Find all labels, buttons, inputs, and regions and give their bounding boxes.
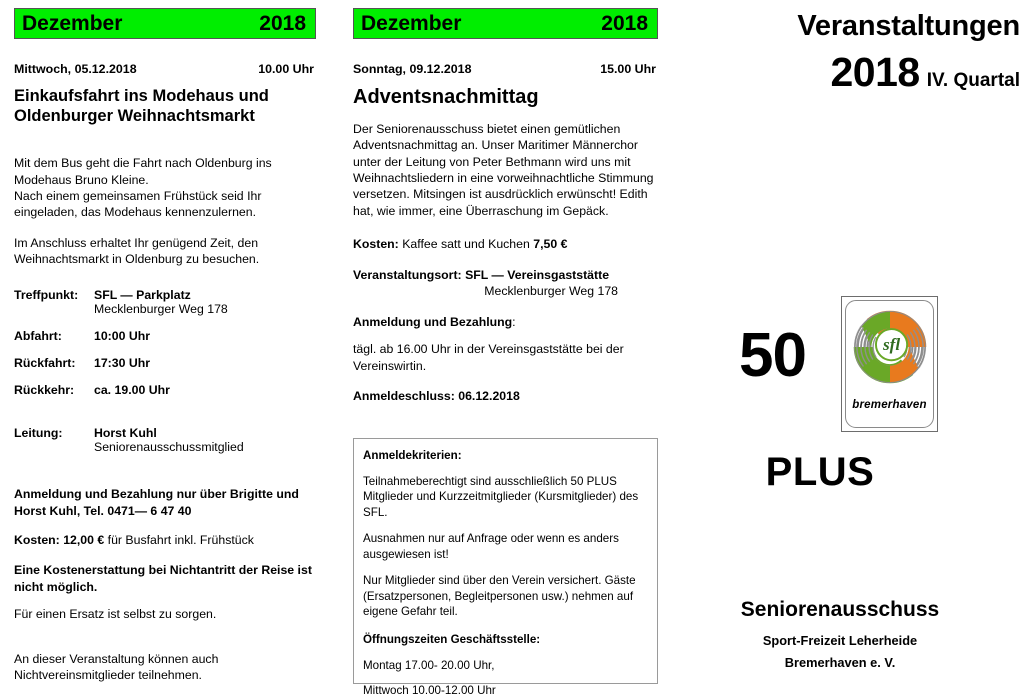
booking-notice: Anmeldung und Bezahlung nur über Brigitte und Horst Kuhl, Tel. 0471— 6 47 40 (14, 487, 299, 518)
event-time: 10.00 Uhr (258, 62, 314, 76)
criteria-heading: Anmeldekriterien: (363, 449, 462, 462)
venue-address: Mecklenburger Weg 178 (484, 284, 618, 298)
cost-line-1 (14, 532, 316, 548)
cost-amount: 12,00 € (63, 533, 105, 547)
office-hours-wednesday: Mittwoch 10.00-12.00 Uhr (363, 684, 496, 698)
fifty-label: 50 (739, 321, 806, 390)
criteria-paragraph-3: Nur Mitglieder sind über den Verein versichert. Gäste (Ersatzpersonen, Begleitpersonen usw.) nehmen auf eigene Gefahr teil. (363, 574, 636, 618)
event-paragraph-1: Mit dem Bus geht die Fahrt nach Oldenburg ins Modehaus Bruno Kleine. (14, 156, 272, 187)
booking-colon: : (512, 315, 516, 329)
booking-heading-2 (353, 314, 658, 330)
registration-criteria-box (353, 438, 658, 698)
month-label: Dezember (361, 12, 462, 35)
detail-value-main: 17:30 Uhr (94, 356, 151, 371)
cost-label: Kosten: (14, 533, 60, 547)
booking-text-2: tägl. ab 16.00 Uhr in der Vereinsgaststätte bei der Vereinswirtin. (353, 342, 624, 373)
cost-label: Kosten: (353, 237, 399, 252)
event-description-2: Der Seniorenausschuss bietet einen gemütlichen Adventsnachmittag an. Unser Maritimer Männerchor unter der Leitung von Peter Bethmann wird uns mit Weihnachtsliedern in eine vorweihnachtliche Stimmung versetzen. Mitsingen ist ausdrücklich erwünscht! Edith hat, wie immer, eine Überraschung im Gepäck. (353, 122, 654, 218)
footer-club-name: Sport-Freizeit Leherheide (762, 633, 918, 648)
branding-column (690, 0, 1020, 670)
event-time: 15.00 Uhr (600, 62, 656, 76)
venue-value: SFL — Vereinsgaststätte (465, 267, 610, 282)
detail-key: Rückfahrt: (14, 356, 76, 371)
event-meta-2 (353, 62, 658, 76)
deadline-line (353, 388, 658, 404)
leader-role: Seniorenausschussmitglied (94, 440, 244, 455)
plus-label: PLUS (765, 450, 875, 494)
detail-value-main: SFL — Parkplatz (94, 288, 191, 303)
criteria-paragraph-1: Teilnahmeberechtigt sind ausschließlich 50 PLUS Mitglieder und Kurzzeitmitglieder (Kursmitglieder) des SFL. (363, 475, 639, 519)
year-label: 2018 (259, 12, 306, 35)
office-hours-monday: Montag 17.00- 20.00 Uhr, (363, 658, 495, 672)
page-year: 2018 (830, 49, 920, 95)
page-subtitle (690, 49, 1020, 96)
cost-line-2 (353, 236, 658, 252)
office-hours-heading: Öffnungszeiten Geschäftsstelle: (363, 633, 541, 647)
detail-value-main: 10:00 Uhr (94, 329, 151, 344)
event-meta-1 (14, 62, 316, 76)
event-paragraph-2: Nach einem gemeinsamen Frühstück seid Ihr eingeladen, das Modehaus kennenzulernen. (14, 188, 262, 220)
deadline-label: Anmeldeschluss: (353, 389, 455, 404)
month-label: Dezember (22, 12, 123, 35)
year-label: 2018 (601, 12, 648, 35)
footer-city: Bremerhaven e. V. (784, 655, 896, 670)
detail-value (94, 288, 228, 316)
event-title-2: Adventsnachmittag (353, 86, 539, 108)
detail-key: Leitung: (14, 426, 63, 441)
detail-value-sub: Mecklenburger Weg 178 (94, 302, 228, 317)
detail-row-rueckkehr (14, 383, 316, 397)
detail-key: Abfahrt: (14, 329, 62, 344)
nonmember-notice: An dieser Veranstaltung können auch Nichtvereinsmitglieder teilnehmen. (14, 651, 219, 682)
sfl-logo-panel (845, 300, 934, 428)
criteria-paragraph-2: Ausnahmen nur auf Anfrage oder wenn es anders ausgewiesen ist! (363, 532, 619, 561)
detail-row-rueckfahrt (14, 356, 316, 370)
detail-row-abfahrt (14, 329, 316, 343)
event-date: Sonntag, 09.12.2018 (353, 62, 472, 76)
cost-description: für Busfahrt inkl. Frühstück (107, 533, 254, 547)
footer-organization: Seniorenausschuss (740, 598, 940, 621)
page-quarter: IV. Quartal (926, 70, 1020, 91)
refund-notice: Eine Kostenerstattung bei Nichtantritt der Reise ist nicht möglich. (14, 563, 312, 594)
event-paragraph-3: Im Anschluss erhaltet Ihr genügend Zeit, den Weihnachtsmarkt in Oldenburg zu besuchen. (14, 235, 260, 266)
event-column-2 (353, 0, 658, 453)
sfl-logo (841, 296, 938, 432)
event-date: Mittwoch, 05.12.2018 (14, 62, 137, 76)
venue-label: Veranstaltungsort: (353, 267, 462, 282)
event-title-1: Einkaufsfahrt ins Modehaus und Oldenburger Weihnachtsmarkt (14, 87, 269, 126)
leader-name: Horst Kuhl (94, 426, 157, 441)
event-column-1 (14, 0, 316, 683)
detail-value-main: ca. 19.00 Uhr (94, 383, 170, 398)
page-title: Veranstaltungen (797, 10, 1020, 42)
venue-line (353, 267, 658, 283)
detail-key: Treffpunkt: (14, 288, 79, 303)
detail-row-treffpunkt (14, 288, 316, 316)
detail-key: Rückkehr: (14, 383, 75, 398)
sfl-emblem-icon (851, 308, 929, 386)
detail-row-leitung (14, 426, 316, 454)
deadline-value: 06.12.2018 (458, 389, 520, 404)
detail-value (94, 426, 244, 454)
cost-amount: 7,50 € (533, 237, 568, 252)
replacement-notice: Für einen Ersatz ist selbst zu sorgen. (14, 607, 217, 622)
booking-label: Anmeldung und Bezahlung (353, 315, 513, 329)
svg-text:sfl: sfl (882, 335, 900, 355)
cost-description: Kaffee satt und Kuchen (402, 237, 530, 252)
month-banner-1 (14, 8, 316, 39)
month-banner-2 (353, 8, 658, 39)
logo-wordmark: bremerhaven (852, 399, 927, 411)
